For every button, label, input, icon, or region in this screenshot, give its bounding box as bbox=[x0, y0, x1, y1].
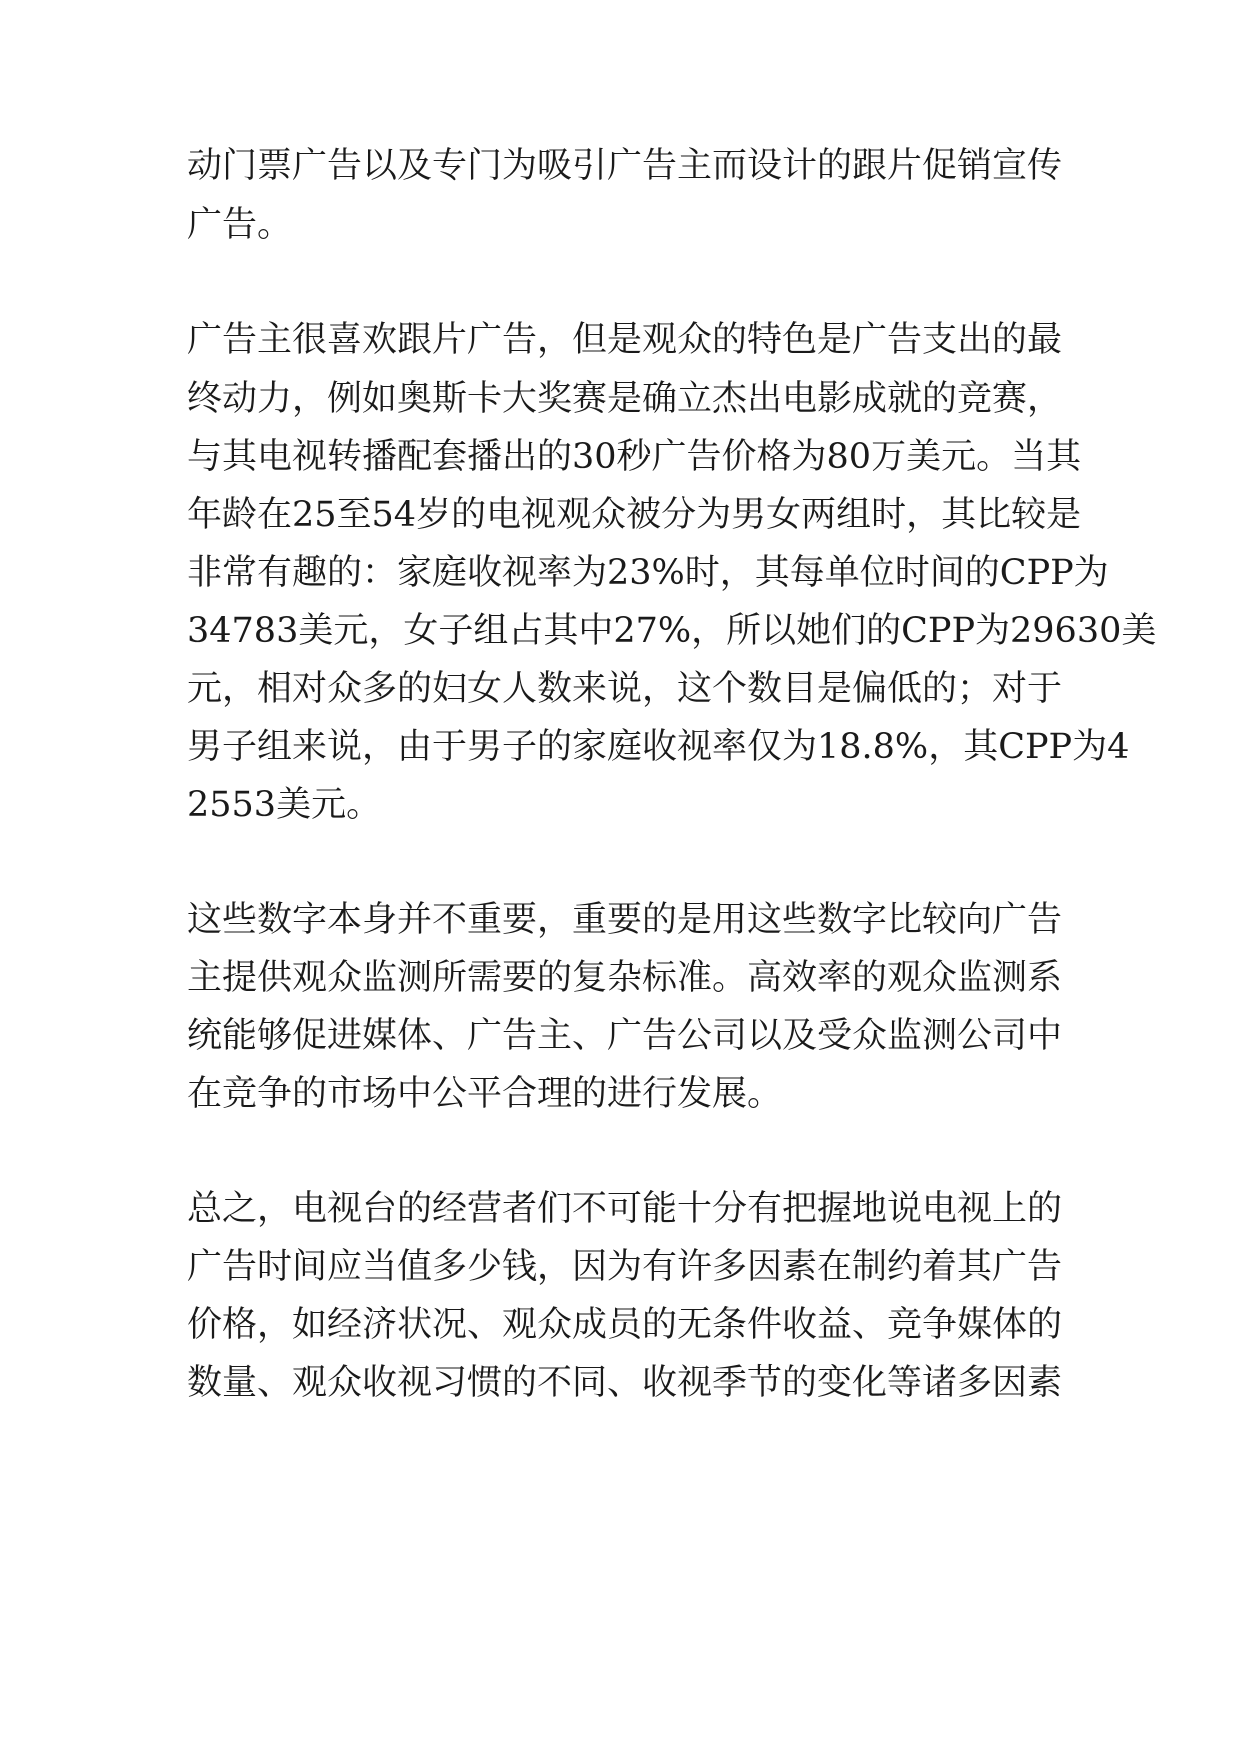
paragraph-2-line-5: 非常有趣的：家庭收视率为23%时，其每单位时间的CPP为 bbox=[187, 553, 1109, 593]
paragraph-2-line-7: 元，相对众多的妇女人数来说，这个数目是偏低的；对于 bbox=[187, 669, 1063, 709]
paragraph-3-line-3: 统能够促进媒体、广告主、广告公司以及受众监测公司中 bbox=[187, 1016, 1063, 1056]
paragraph-4-line-3: 价格，如经济状况、观众成员的无条件收益、竞争媒体的 bbox=[187, 1305, 1063, 1345]
paragraph-2-line-8: 男子组来说，由于男子的家庭收视率仅为18.8%，其CPP为4 bbox=[187, 727, 1130, 767]
paragraph-2-line-9: 2553美元。 bbox=[187, 785, 382, 825]
paragraph-2-line-6: 34783美元，女子组占其中27%，所以她们的CPP为29630美 bbox=[187, 611, 1157, 651]
paragraph-1-line-1: 动门票广告以及专门为吸引广告主而设计的跟片促销宣传 bbox=[187, 146, 1063, 186]
paragraph-2-line-4: 年龄在25至54岁的电视观众被分为男女两组时，其比较是 bbox=[187, 495, 1082, 535]
paragraph-1-line-2: 广告。 bbox=[187, 205, 293, 245]
paragraph-3-line-4: 在竞争的市场中公平合理的进行发展。 bbox=[187, 1074, 783, 1114]
paragraph-2-line-2: 终动力，例如奥斯卡大奖赛是确立杰出电影成就的竞赛， bbox=[187, 379, 1063, 419]
paragraph-4-line-2: 广告时间应当值多少钱，因为有许多因素在制约着其广告 bbox=[187, 1247, 1063, 1287]
paragraph-3-line-1: 这些数字本身并不重要，重要的是用这些数字比较向广告 bbox=[187, 900, 1063, 940]
paragraph-3-line-2: 主提供观众监测所需要的复杂标准。高效率的观众监测系 bbox=[187, 958, 1063, 998]
paragraph-2-line-1: 广告主很喜欢跟片广告，但是观众的特色是广告支出的最 bbox=[187, 320, 1063, 360]
paragraph-2-line-3: 与其电视转播配套播出的30秒广告价格为80万美元。当其 bbox=[187, 437, 1082, 477]
paragraph-4-line-1: 总之，电视台的经营者们不可能十分有把握地说电视上的 bbox=[187, 1189, 1063, 1229]
paragraph-4-line-4: 数量、观众收视习惯的不同、收视季节的变化等诸多因素 bbox=[187, 1363, 1063, 1403]
